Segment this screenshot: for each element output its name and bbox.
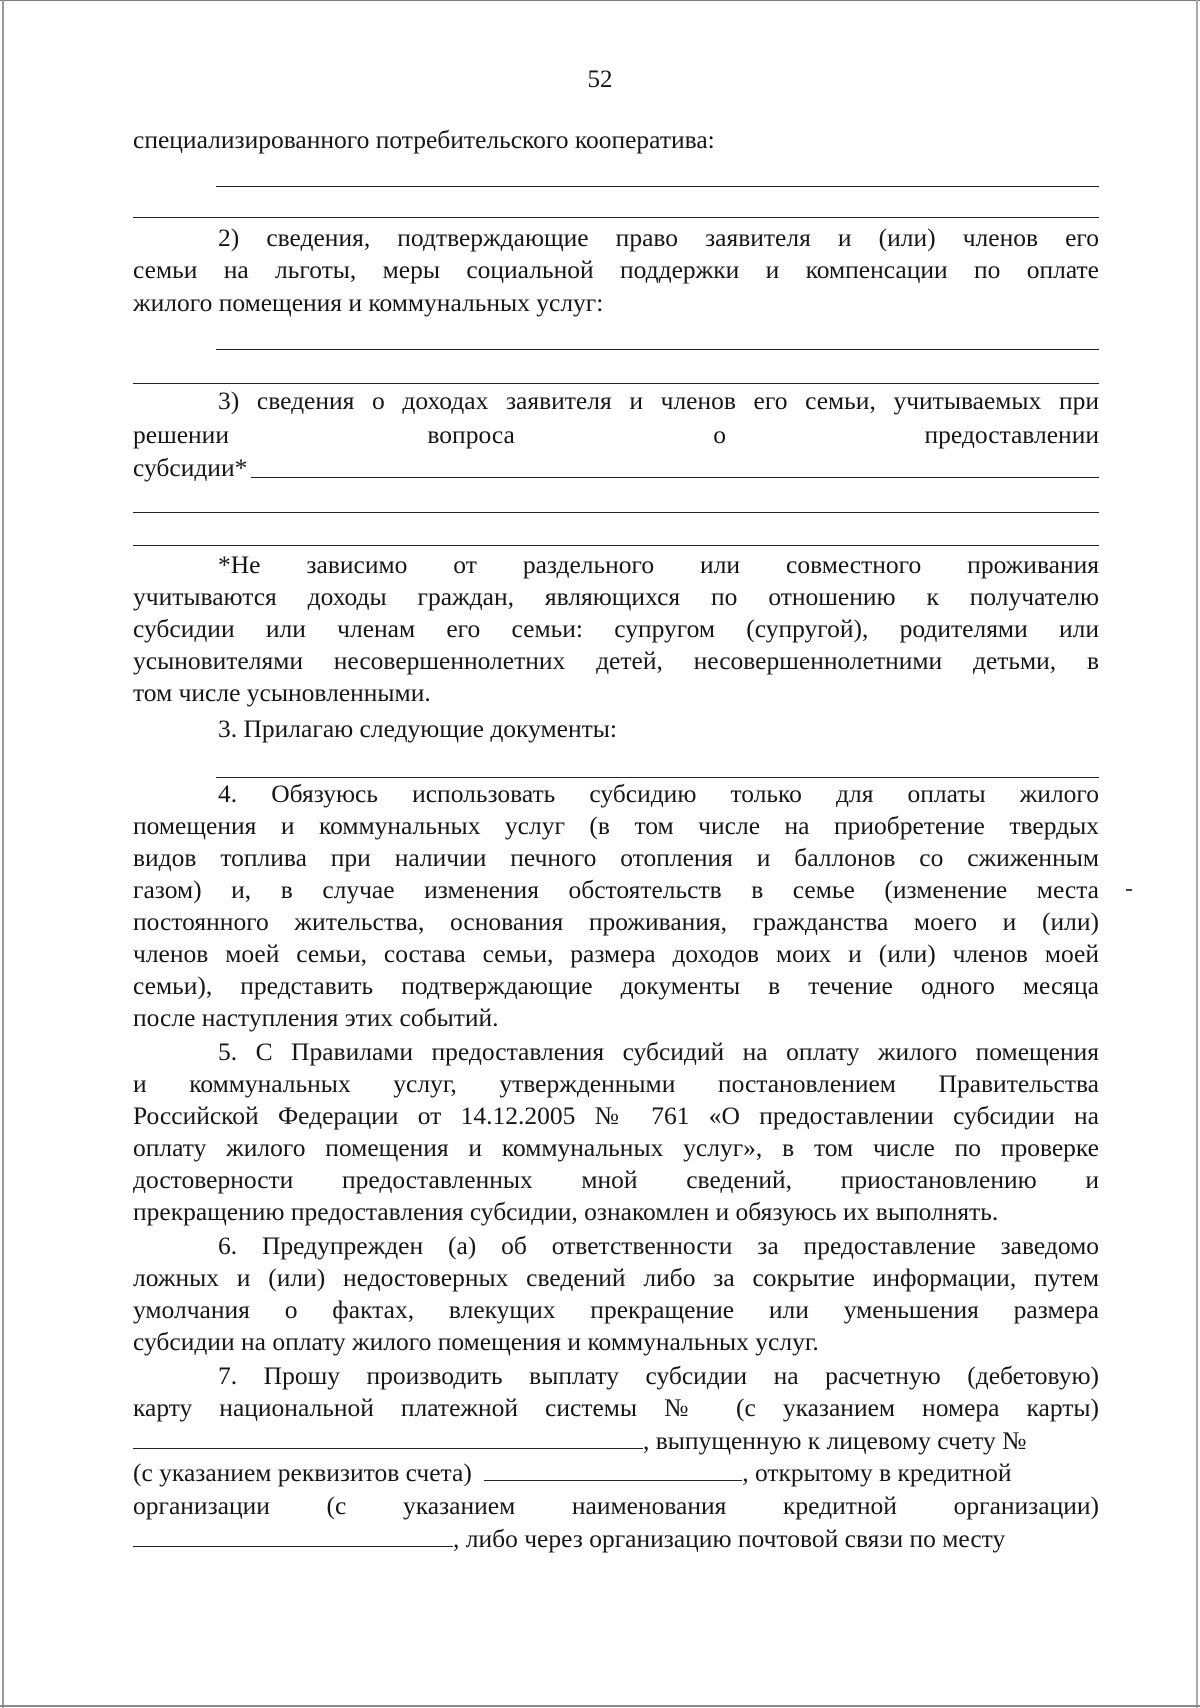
paragraph-line: жилого помещения и коммунальных услуг:	[133, 288, 604, 317]
paragraph-line: Российской Федерации от 14.12.2005 № 761 «О предоставлении субсидии на	[133, 1101, 1099, 1130]
blank-fill-line	[216, 186, 1099, 187]
scan-edge-bottom	[0, 1705, 1200, 1707]
paragraph-line: помещения и коммунальных услуг (в том числе на приобретение твердых	[133, 811, 1099, 840]
paragraph-line: и коммунальных услуг, утвержденными постановлением Правительства	[133, 1069, 1099, 1098]
paragraph-line: 3) сведения о доходах заявителя и членов его семьи, учитываемых при	[218, 386, 1099, 415]
bank-name-line	[133, 1522, 1099, 1554]
bank-name-field[interactable]	[133, 1522, 453, 1547]
paragraph-line: субсидии*	[133, 453, 248, 482]
paragraph-line: умолчания о фактах, влекущих прекращение или уменьшения размера	[133, 1295, 1099, 1324]
footnote-line: *Не зависимо от раздельного или совместного проживания	[218, 550, 1099, 579]
paragraph-line: (с указанием реквизитов счета)	[133, 1458, 472, 1487]
account-details-field[interactable]	[484, 1456, 742, 1481]
paragraph-line: карту национальной платежной системы № (с указанием номера карты)	[133, 1393, 1099, 1422]
paragraph-line: прекращению предоставления субсидии, ознакомлен и обязуюсь их выполнять.	[133, 1197, 999, 1226]
paragraph-line: оплату жилого помещения и коммунальных услуг», в том числе по проверке	[133, 1133, 1099, 1162]
scan-edge-right	[1196, 0, 1198, 1708]
subsidy-fill-line	[133, 452, 1099, 484]
paragraph-line: газом) и, в случае изменения обстоятельств в семье (изменение места	[133, 875, 1099, 904]
blank-fill-line	[133, 545, 1099, 546]
card-number-field[interactable]	[133, 1424, 643, 1449]
card-number-line	[133, 1424, 1099, 1456]
blank-fill-line	[133, 217, 1099, 218]
footnote-line: учитываются доходы граждан, являющихся по отношению к получателю	[133, 582, 1099, 611]
blank-fill-line	[133, 383, 1099, 384]
account-details-line	[133, 1456, 1099, 1488]
section-heading: 3. Прилагаю следующие документы:	[218, 714, 617, 743]
footnote-line: субсидии или членам его семьи: супругом (супругой), родителями или	[133, 614, 1099, 643]
paragraph-line: постоянного жительства, основания проживания, гражданства моего и (или)	[133, 907, 1099, 936]
scan-edge-left	[2, 0, 4, 1708]
paragraph-line: , либо через организацию почтовой связи по месту	[453, 1524, 1006, 1553]
stray-mark	[1126, 889, 1132, 891]
paragraph-line: достоверности предоставленных мной сведений, приостановлению и	[133, 1165, 1099, 1194]
scan-edge-top	[0, 0, 1200, 1]
paragraph-line: семьи), представить подтверждающие документы в течение одного месяца	[133, 971, 1099, 1000]
blank-fill-line	[251, 453, 1099, 478]
paragraph-line: 5. С Правилами предоставления субсидий на оплату жилого помещения	[218, 1037, 1099, 1066]
footnote-line: том числе усыновленными.	[133, 678, 431, 707]
paragraph-line: , выпущенную к лицевому счету №	[643, 1426, 1027, 1455]
blank-fill-line	[133, 512, 1099, 513]
paragraph-line: 6. Предупрежден (а) об ответственности за предоставление заведомо	[218, 1231, 1099, 1260]
paragraph-line: 4. Обязуюсь использовать субсидию только для оплаты жилого	[218, 779, 1099, 808]
paragraph-line: специализированного потребительского кооператива:	[133, 125, 715, 154]
paragraph-line: , открытому в кредитной	[742, 1458, 1012, 1487]
paragraph-line: ложных и (или) недостоверных сведений либо за сокрытие информации, путем	[133, 1263, 1099, 1292]
paragraph-line: членов моей семьи, состава семьи, размера доходов моих и (или) членов моей	[133, 939, 1099, 968]
blank-fill-line	[216, 349, 1099, 350]
paragraph-line: семьи на льготы, меры социальной поддержки и компенсации по оплате	[133, 255, 1099, 284]
paragraph-line: организации (с указанием наименования кредитной организации)	[133, 1491, 1099, 1520]
footnote-line: усыновителями несовершеннолетних детей, несовершеннолетними детьми, в	[133, 646, 1099, 675]
paragraph-line: решении вопроса о предоставлении	[133, 420, 1099, 449]
paragraph-line: видов топлива при наличии печного отопления и баллонов со сжиженным	[133, 843, 1099, 872]
page-number: 52	[587, 66, 613, 93]
paragraph-line: 2) сведения, подтверждающие право заявителя и (или) членов его	[218, 223, 1099, 252]
paragraph-line: 7. Прошу производить выплату субсидии на расчетную (дебетовую)	[218, 1361, 1099, 1390]
paragraph-line: после наступления этих событий.	[133, 1003, 499, 1032]
paragraph-line: субсидии на оплату жилого помещения и коммунальных услуг.	[133, 1327, 819, 1356]
